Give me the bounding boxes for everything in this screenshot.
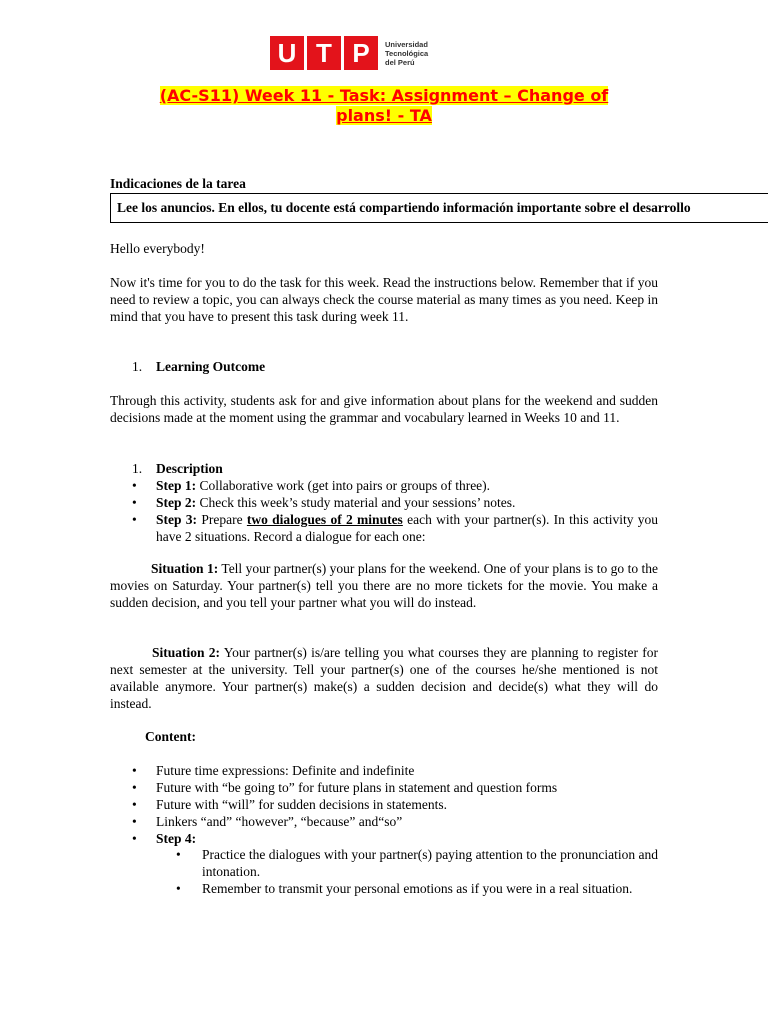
step-1-text: Collaborative work (get into pairs or groups of three). [196, 478, 491, 493]
logo-line-2: Tecnológica [385, 48, 429, 58]
situation-2-label: Situation 2: [152, 645, 221, 660]
bullet-icon: • [132, 797, 137, 812]
step-2-label: Step 2: [156, 495, 197, 510]
bullet-icon: • [132, 763, 137, 778]
learning-outcome-list [110, 358, 658, 375]
bullet-icon: • [132, 831, 137, 846]
content-item-text: Future time expressions: Definite and indefinite [156, 763, 415, 778]
instructions-label: Indicaciones de la tarea [110, 176, 246, 191]
instructions-box: Lee los anuncios. En ellos, tu docente está compartiendo información importante sobre el desarrollo [110, 193, 768, 223]
list-number: 1. [132, 359, 143, 374]
bullet-icon: • [132, 495, 137, 510]
list-number: 1. [132, 461, 143, 476]
step-2-item [110, 494, 658, 511]
step-4-subitem-text: Practice the dialogues with your partner(s) paying attention to the pronunciation and intonation. [202, 847, 658, 879]
title-line-1: (AC-S11) Week 11 - Task: Assignment – Change of [159, 86, 609, 105]
step-3-emphasis: two dialogues of 2 minutes [246, 512, 403, 527]
situation-1-label: Situation 1: [151, 561, 219, 576]
greeting-text: Hello everybody! [110, 241, 205, 256]
step-4-subitem-2 [156, 880, 658, 897]
description-item [110, 460, 658, 477]
content-item-text: Linkers “and” “however”, “because” and“so” [156, 814, 403, 829]
learning-outcome-item [110, 358, 658, 375]
logo-letter-u: U [270, 36, 304, 70]
situation-1-text: Tell your partner(s) your plans for the weekend. One of your plans is to go to the movies on Saturday. Your partner(s) tell you there are no more tickets for the movie. You make a sudden decision, and you tell your partner what you will do instead. [110, 561, 659, 610]
situation-1-paragraph [110, 560, 658, 611]
bullet-icon: • [132, 780, 137, 795]
step-1-label: Step 1: [156, 478, 197, 493]
bullet-icon: • [132, 512, 137, 527]
step-3-item [110, 511, 658, 545]
learning-outcome-heading: Learning Outcome [156, 359, 266, 374]
step-3-text-after: each with your partner(s). In this activity you have 2 situations. Record a dialogue for each one: [156, 512, 659, 544]
bullet-icon: • [176, 847, 181, 862]
logo-line-1: Universidad [385, 39, 428, 49]
step-3-label: Step 3: [156, 512, 198, 527]
content-item-3 [110, 796, 658, 813]
content-item-2 [110, 779, 658, 796]
step-4-subitem-text: Remember to transmit your personal emotions as if you were in a real situation. [202, 881, 633, 896]
content-item-4 [110, 813, 658, 830]
bullet-icon: • [132, 814, 137, 829]
content-heading: Content: [145, 729, 196, 744]
intro-paragraph: Now it's time for you to do the task for this week. Read the instructions below. Remember that if you need to review a topic, you can always check the course material as many times as you need. Keep in mind that you have to present this task during week 11. [110, 275, 658, 324]
utp-logo [270, 36, 428, 70]
content-item-text: Future with “be going to” for future plans in statement and question forms [156, 780, 558, 795]
description-list [110, 460, 658, 545]
content-item-text: Future with “will” for sudden decisions in statements. [156, 797, 447, 812]
situation-2-text: Your partner(s) is/are telling you what courses they are planning to register for next semester at the university. Tell your partner(s) one of the courses he/she mentioned is not available anymore. Your partner(s) make(s) a sudden decision and decide(s) what they will do instead. [110, 645, 658, 711]
step-4-subitem-1 [156, 846, 658, 880]
description-heading: Description [156, 461, 223, 476]
assignment-title [110, 86, 658, 126]
step-3-text-before: Prepare [197, 512, 247, 527]
content-item-1 [110, 762, 658, 779]
logo-line-3: del Perú [385, 57, 415, 67]
bullet-icon: • [176, 881, 181, 896]
logo-wordmark [385, 40, 428, 67]
step-1-item [110, 477, 658, 494]
step-4-sublist [156, 846, 658, 897]
bullet-icon: • [132, 478, 137, 493]
learning-outcome-text: Through this activity, students ask for and give information about plans for the weekend and sudden decisions made at the moment using the grammar and vocabulary learned in Weeks 10 and 11. [110, 393, 658, 425]
situation-2-paragraph [110, 644, 658, 712]
content-list [110, 762, 658, 847]
logo-letter-t: T [307, 36, 341, 70]
step-4-label: Step 4: [156, 831, 197, 846]
step-4-item [110, 830, 658, 847]
step-2-text: Check this week’s study material and your sessions’ notes. [196, 495, 516, 510]
title-line-2: plans! - TA [336, 106, 432, 125]
logo-letter-p: P [344, 36, 378, 70]
